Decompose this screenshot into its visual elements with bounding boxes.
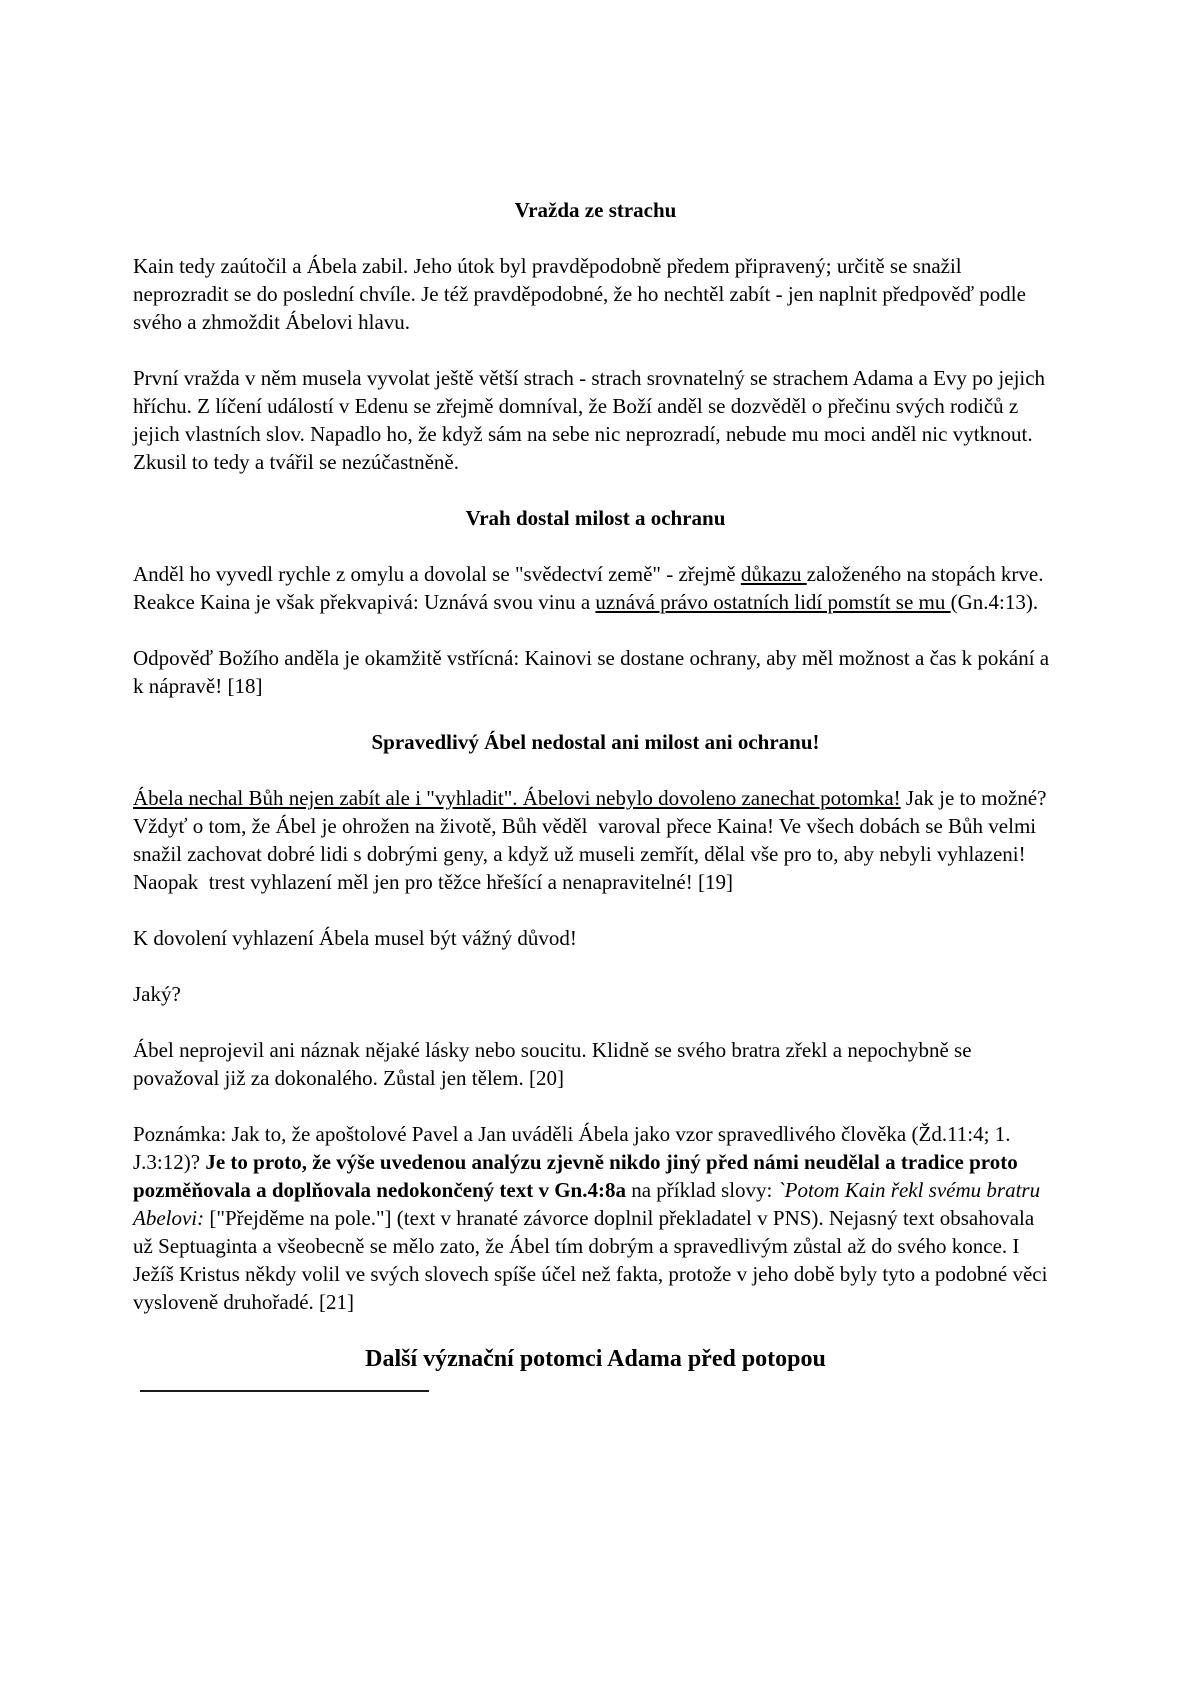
- text-run: Ábela nechal Bůh nejen zabít ale i "vyhladit". Ábelovi nebylo dovoleno zanechat potomka!: [133, 786, 901, 810]
- text-run: Jaký?: [133, 982, 181, 1006]
- section-heading: [133, 504, 1058, 532]
- section-heading: [133, 728, 1058, 756]
- text-run: (Gn.4:13).: [950, 590, 1039, 614]
- text-run: Kain tedy zaútočil a Ábela zabil. Jeho útok byl pravděpodobně předem připravený; určitě se snažil neprozradit se do poslední chvíle. Je též pravděpodobné, že ho nechtěl zabít - jen naplnit předpověď podle svého a zhmoždit Ábelovi hlavu.: [133, 254, 1032, 334]
- text-run: Jak je to možné? Vždyť o tom, že Ábel je ohrožen na životě, Bůh věděl varoval přece Kaina! Ve všech dobách se Bůh velmi snažil zachovat dobré lidi s dobrými geny, a když už museli zemřít, dělal vše pro to, aby nebyli vyhlazeni! Naopak trest vyhlazení měl jen pro těžce hřešící a nenapravitelné! [19]: [133, 786, 1052, 894]
- text-run: K dovolení vyhlazení Ábela musel být vážný důvod!: [133, 926, 577, 950]
- text-run: Ábel neprojevil ani náznak nějaké lásky nebo soucitu. Klidně se svého bratra zřekl a nepochybně se považoval již za dokonalého. Zůstal jen tělem. [20]: [133, 1038, 977, 1090]
- section-heading: [133, 1344, 1058, 1375]
- text-run: Odpověď Božího anděla je okamžitě vstřícná: Kainovi se dostane ochrany, aby měl možnost a čas k pokání a k nápravě! [18]: [133, 646, 1055, 698]
- text-run: Spravedlivý Ábel nedostal ani milost ani ochranu!: [371, 730, 820, 754]
- paragraph: [133, 980, 1058, 1008]
- text-run: ["Přejděme na pole."] (text v hranaté závorce doplnil překladatel v PNS). Nejasný text obsahovala už Septuaginta a všeobecně se mělo zato, že Ábel tím dobrým a spravedlivým zůstal až do svého konce. I Ježíš Kristus někdy volil ve svých slovech spíše účel než fakta, protože v jeho době byly tyto a podobné věci vysloveně druhořadé. [21]: [133, 1206, 1053, 1314]
- paragraph: [133, 644, 1058, 700]
- text-run: důkazu: [740, 562, 807, 586]
- text-run: První vražda v něm musela vyvolat ještě větší strach - strach srovnatelný se strachem Adama a Evy po jejich hříchu. Z líčení událostí v Edenu se zřejmě domníval, že Boží anděl se dozvěděl o přečinu svých rodičů z jejich vlastních slov. Napadlo ho, že když sám na sebe nic neprozradí, nebude mu moci anděl nic vytknout. Zkusil to tedy a tvářil se nezúčastněně.: [133, 366, 1051, 474]
- text-run: Je to proto, že výše uvedenou analýzu zjevně nikdo jiný před námi neudělal a tradice proto pozměňovala a doplňovala nedokončený text v Gn.4:8a: [133, 1150, 1023, 1202]
- text-run: Další význační potomci Adama před potopou: [365, 1346, 826, 1372]
- paragraph: [133, 252, 1058, 336]
- paragraph: [133, 924, 1058, 952]
- document-body: [133, 140, 1058, 1448]
- paragraph: [133, 1036, 1058, 1092]
- paragraph: [133, 784, 1058, 896]
- text-run: uznává právo ostatních lidí pomstít se mu: [595, 590, 951, 614]
- text-run: založeného na stopách krve. Reakce Kaina je však překvapivá: Uznává svou vinu a: [133, 562, 1049, 614]
- text-run: `Potom Kain řekl svému bratru Abelovi:: [133, 1178, 1045, 1230]
- text-run: Poznámka: Jak to, že apoštolové Pavel a Jan uváděli Ábela jako vzor spravedlivého člověka (Žd.11:4; 1. J.3:12)?: [133, 1122, 1016, 1174]
- text-run: na příklad slovy:: [625, 1178, 778, 1202]
- text-run: Vrah dostal milost a ochranu: [465, 506, 726, 530]
- footnote-separator: [140, 1390, 429, 1392]
- paragraph: [133, 560, 1058, 616]
- text-run: Vražda ze strachu: [514, 198, 677, 222]
- section-heading: [133, 196, 1058, 224]
- text-run: Anděl ho vyvedl rychle z omylu a dovolal se "svědectví země" - zřejmě: [133, 562, 741, 586]
- paragraph: [133, 364, 1058, 476]
- paragraph: [133, 1120, 1058, 1316]
